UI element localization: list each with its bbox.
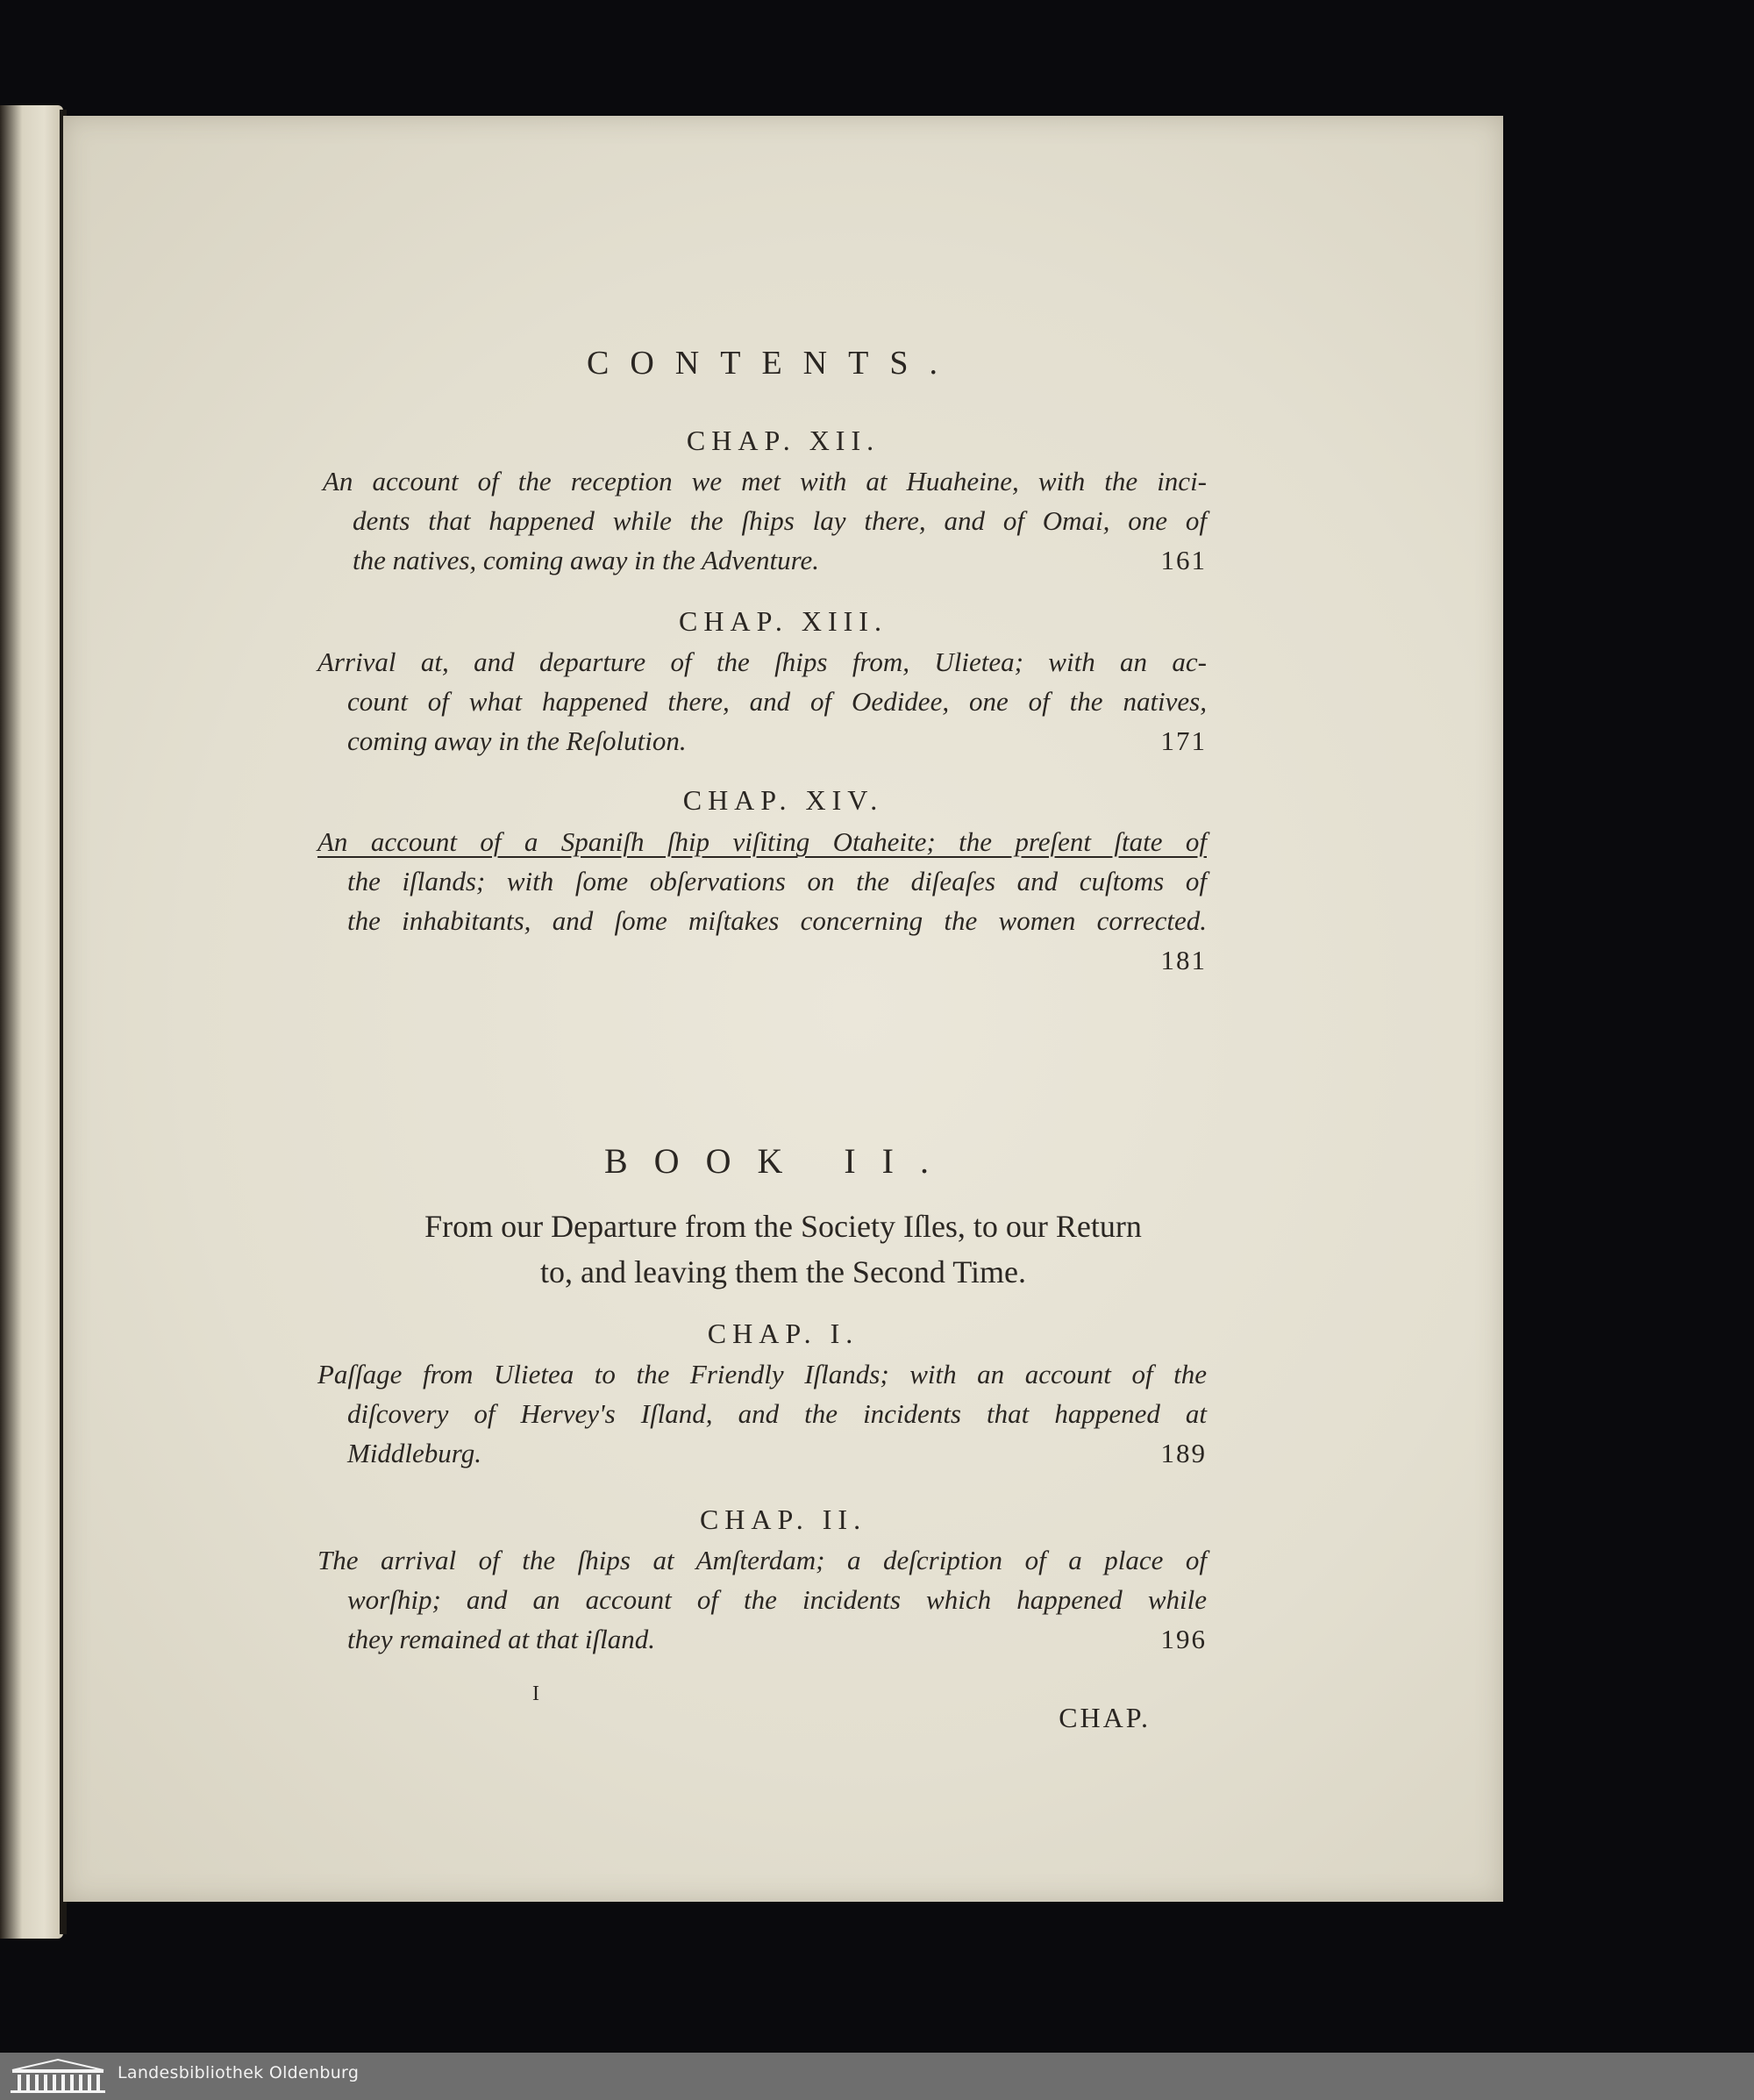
- page-number: 189: [1160, 1438, 1207, 1468]
- entry-line: they remained at that iſland. 196: [317, 1619, 1207, 1659]
- contents-entry: [317, 822, 1207, 980]
- footer-bar: [0, 2053, 1754, 2100]
- entry-line: count of what happened there, and of Oedidee, one of the natives,: [347, 686, 1207, 717]
- underlined-entry-line: An account of a Spaniſh ſhip viſiting Otaheite; the preſent ſtate of: [317, 826, 1207, 857]
- book-subtitle-line: From our Departure from the Society Iſles, to our Return: [424, 1209, 1142, 1244]
- book-page: [63, 116, 1503, 1902]
- book-title: BOOK II.: [604, 1141, 955, 1181]
- entry-line: Middleburg. 189: [317, 1433, 1207, 1473]
- chap-heading: CHAP. II.: [699, 1504, 867, 1535]
- page-number: 161: [1160, 545, 1207, 575]
- book-subtitle: [63, 1204, 1503, 1295]
- entry-line: Arrival at, and departure of the ſhips from, Ulietea; with an ac-: [317, 646, 1207, 677]
- entry-line: The arrival of the ſhips at Amſterdam; a deſcription of a place of: [317, 1545, 1207, 1575]
- entry-line: the iſlands; with ſome obſervations on the diſeaſes and cuſtoms of: [347, 866, 1207, 896]
- contents-entry: [317, 1540, 1207, 1659]
- contents-entry: [317, 642, 1207, 761]
- catchword: CHAP.: [1059, 1702, 1151, 1733]
- page-number: 181: [1160, 945, 1207, 975]
- entry-line: [317, 822, 1207, 861]
- entry-line: coming away in the Reſolution. 171: [317, 721, 1207, 761]
- page-number: 171: [1160, 725, 1207, 756]
- entry-line: [317, 940, 1207, 980]
- chap-heading: CHAP. XIII.: [679, 605, 888, 637]
- contents-entry: [323, 461, 1207, 580]
- chap-heading: CHAP. XIV.: [682, 784, 884, 816]
- library-building-icon: [9, 2058, 107, 2095]
- entry-line: the natives, coming away in the Adventure. 161: [323, 540, 1207, 580]
- contents-entry: [317, 1354, 1207, 1473]
- library-name: Landesbibliothek Oldenburg: [118, 2063, 360, 2082]
- chap-heading: CHAP. XII.: [686, 425, 881, 456]
- entry-line: diſcovery of Hervey's Iſland, and the incidents that happened at: [347, 1398, 1207, 1429]
- entry-line: An account of the reception we met with at Huaheine, with the inci-: [323, 466, 1207, 496]
- chap-heading: CHAP. I.: [707, 1318, 859, 1349]
- signature-mark: I: [532, 1682, 539, 1705]
- book-subtitle-line: to, and leaving them the Second Time.: [540, 1254, 1026, 1289]
- entry-line: dents that happened while the ſhips lay there, and of Omai, one of: [353, 505, 1207, 536]
- entry-line: Paſſage from Ulietea to the Friendly Iſlands; with an account of the: [317, 1359, 1207, 1389]
- page-number: 196: [1160, 1624, 1207, 1654]
- contents-title: CONTENTS.: [587, 345, 959, 382]
- entry-line: worſhip; and an account of the incidents which happened while: [347, 1584, 1207, 1615]
- entry-line: the inhabitants, and ſome miſtakes concerning the women corrected.: [347, 905, 1207, 936]
- page-text: [63, 116, 1503, 1902]
